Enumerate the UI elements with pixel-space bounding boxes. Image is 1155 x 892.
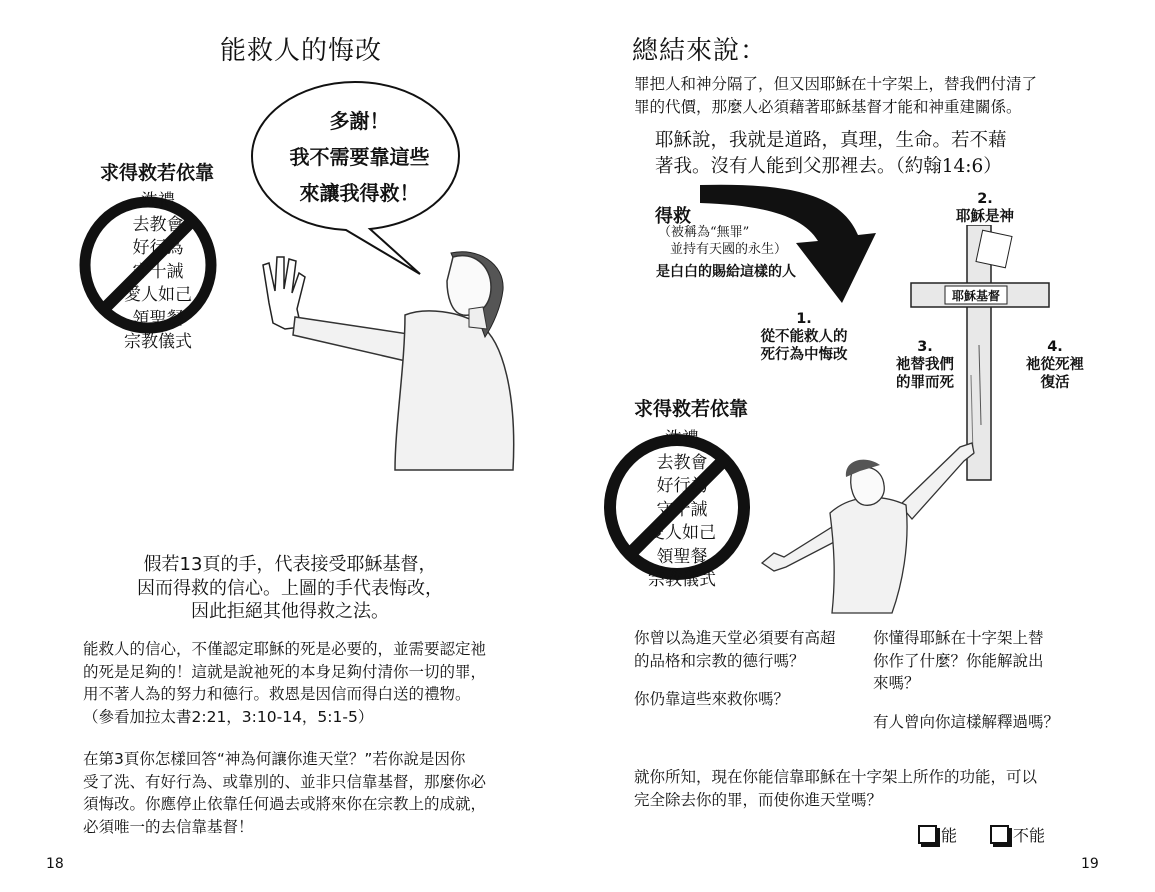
checkbox-box-icon	[918, 825, 937, 844]
salvation-sub-line: 並持有天國的永生）	[670, 242, 788, 257]
right-page-title: 總結來說：	[632, 36, 768, 66]
point4-line: 祂從死裡	[1026, 357, 1084, 373]
bubble-line: 多謝！	[329, 109, 390, 133]
rely-item: 去教會	[132, 214, 184, 235]
q3-line: 你懂得耶穌在十字架上替	[873, 629, 1044, 647]
caption-line: 因而得救的信心。上圖的手代表悔改，	[137, 577, 443, 599]
right-rely-heading: 求得救若依靠	[634, 398, 749, 420]
point2-line: 耶穌是神	[956, 209, 1014, 225]
yes-checkbox[interactable]	[918, 823, 957, 846]
woman-stop-hand-illustration	[255, 245, 525, 475]
rely-item: 洗禮	[665, 429, 699, 449]
q3-line: 來嗎？	[873, 674, 920, 692]
point3-line: 3.	[917, 339, 933, 355]
q1-line: 你曾以為進天堂必須要有高超	[634, 629, 836, 647]
right-page-number: 19	[1081, 856, 1099, 872]
q2: 你仍靠這些來救你嗎？	[634, 690, 790, 708]
rely-item: 愛人如己	[124, 285, 192, 305]
para1-line: 能救人的信心，不僅認定耶穌的死是必要的，並需要認定祂	[83, 640, 487, 658]
rely-item: 愛人如己	[648, 523, 716, 543]
intro-line: 罪把人和神分隔了，但又因耶穌在十字架上，替我們付清了	[634, 75, 1038, 93]
rely-item: 宗教儀式	[648, 570, 716, 590]
caption-line: 假若13頁的手，代表接受耶穌基督，	[143, 554, 437, 575]
rely-item: 領聖餐	[132, 308, 184, 329]
final-question-line: 完全除去你的罪，而使你進天堂嗎？	[634, 790, 883, 809]
salvation-gift: 是白白的賜給這樣的人	[656, 264, 796, 280]
bubble-line: 來讓我得救！	[299, 181, 420, 205]
left-page-number: 18	[46, 856, 64, 872]
yes-label: 能	[941, 826, 958, 845]
left-rely-heading: 求得救若依靠	[100, 162, 215, 184]
para1-line: 用不著人為的努力和德行。救恩是因信而得白送的禮物。	[83, 685, 471, 703]
rely-item: 宗教儀式	[124, 332, 192, 352]
checkbox-box-icon	[990, 825, 1009, 844]
para2-line: 受了洗、有好行為、或靠別的、並非只信靠基督，那麼你必	[83, 772, 487, 791]
salvation-sub-line: （被稱為“無罪”	[658, 225, 750, 240]
point4-line: 4.	[1047, 339, 1063, 355]
rely-item: 領聖餐	[656, 546, 708, 567]
cross-sign: 耶穌基督	[951, 289, 1000, 303]
verse-line: 耶穌說，我就是道路，真理，生命。若不藉	[655, 130, 1007, 151]
left-page-title: 能救人的悔改	[220, 36, 383, 66]
point1-line: 1.	[796, 311, 812, 327]
para2-line: 在第3頁你怎樣回答“神為何讓你進天堂？”若你說是因你	[83, 750, 466, 768]
caption-line: 因此拒絕其他得救之法。	[191, 601, 389, 622]
point4-line: 復活	[1040, 375, 1070, 391]
para1-line: 的死是足夠的！這就是說祂死的本身足夠付清你一切的罪，	[83, 662, 487, 681]
rely-item: 去教會	[656, 452, 708, 473]
bubble-line: 我不需要靠這些	[289, 145, 430, 169]
no-label: 不能	[1013, 826, 1046, 845]
para2-line: 須悔改。你應停止依靠任何過去或將來你在宗教上的成就，	[83, 795, 487, 813]
verse-line: 著我。沒有人能到父那裡去。（約翰14:6）	[655, 156, 1002, 177]
rely-item: 守十誡	[132, 261, 184, 282]
point1-line: 從不能救人的	[760, 329, 848, 345]
point1-line: 死行為中悔改	[760, 347, 848, 363]
point3-line: 的罪而死	[896, 375, 954, 391]
rely-item: 守十誡	[656, 499, 708, 520]
no-checkbox[interactable]	[990, 823, 1045, 846]
point2-line: 2.	[977, 191, 993, 207]
final-question-line: 就你所知，現在你能信靠耶穌在十字架上所作的功能，可以	[634, 768, 1038, 786]
q3-line: 你作了什麼？你能解說出	[873, 651, 1044, 670]
rely-item: 好行為	[656, 476, 708, 496]
woman-reaching-cross-illustration	[760, 435, 980, 615]
intro-line: 罪的代價，那麼人必須藉著耶穌基督才能和神重建關係。	[634, 97, 1022, 116]
q4: 有人曾向你這樣解釋過嗎？	[873, 713, 1060, 731]
para1-line: （參看加拉太書2:21，3:10-14，5:1-5）	[83, 707, 374, 726]
q1-line: 的品格和宗教的德行嗎？	[634, 651, 805, 670]
rely-item: 好行為	[132, 238, 184, 258]
rely-item: 洗禮	[141, 191, 175, 211]
point3-line: 祂替我們	[896, 357, 954, 373]
salvation-heading: 得救	[655, 206, 691, 227]
para2-line: 必須唯一的去信靠基督！	[83, 817, 254, 836]
